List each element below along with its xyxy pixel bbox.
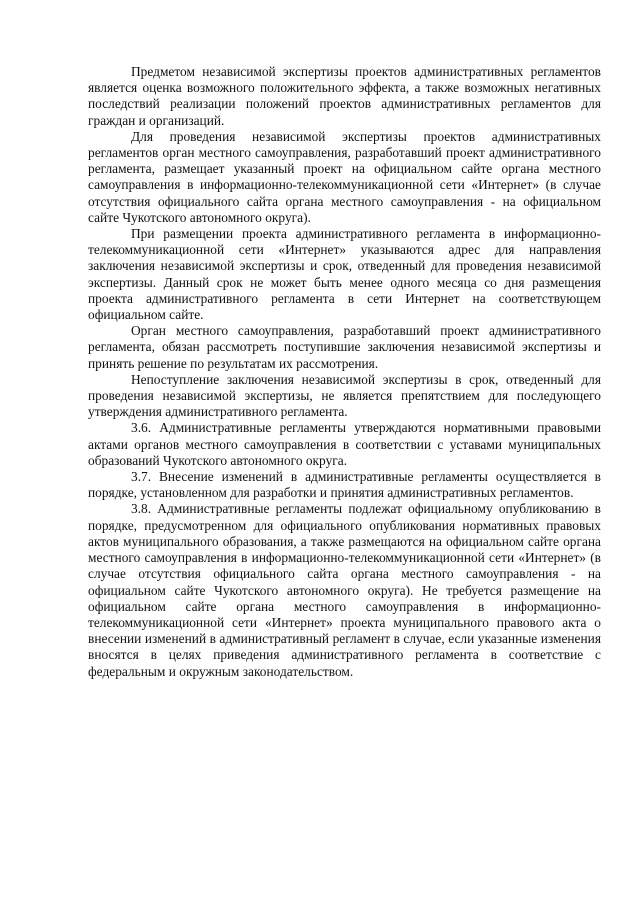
paragraph-3-8: 3.8. Административные регламенты подлежат официальному опубликованию в порядке, предусмотренном для официального опубликования нормативных правовых актов муниципального образования, а также размещаются на официальном сайте органа местного самоуправления в информационно-телекоммуникационной сети «Интернет» (в случае отсутствия официального сайта органа местного самоуправления - на официальном сайте Чукотского автономного округа). Не требуется размещение на официальном сайте органа местного самоуправления в информационно-телекоммуникационной сети «Интернет» проекта муниципального правового акта о внесении изменений в административный регламент в случае, если указанные изменения вносятся в целях приведения административного регламента в соответствие с федеральным и окружным законодательством. (88, 501, 601, 679)
paragraph-3-7: 3.7. Внесение изменений в административные регламенты осуществляется в порядке, установленном для разработки и принятия административных регламентов. (88, 469, 601, 501)
paragraph-expertise-subject: Предметом независимой экспертизы проектов административных регламентов является оценка возможного положительного эффекта, а также возможных негативных последствий реализации положений проектов административных регламентов для граждан и организаций. (88, 64, 601, 128)
paragraph-review-obligation: Орган местного самоуправления, разработавший проект административного регламента, обязан рассмотреть поступившие заключения независимой экспертизы и принять решение по результатам их рассмотрения. (88, 323, 601, 371)
paragraph-non-receipt: Непоступление заключения независимой экспертизы в срок, отведенный для проведения независимой экспертизы, не является препятствием для последующего утверждения административного регламента. (88, 371, 601, 420)
paragraph-expertise-address-term: При размещении проекта административного регламента в информационно-телекоммуникационной сети «Интернет» указываются адрес для направления заключения независимой экспертизы и срок, отведенный для проведения независимой экспертизы. Данный срок не может быть менее одного месяца со дня размещения проекта административного регламента в сети Интернет на соответствующем официальном сайте. (88, 226, 601, 323)
paragraph-3-6: 3.6. Административные регламенты утверждаются нормативными правовыми актами органов местного самоуправления в соответствии с уставами муниципальных образований Чукотского автономного округа. (88, 420, 601, 468)
document-page (88, 64, 601, 680)
paragraph-expertise-placement: Для проведения независимой экспертизы проектов административных регламентов орган местного самоуправления, разработавший проект административного регламента, размещает указанный проект на официальном сайте органа местного самоуправления в информационно-телекоммуникационной сети «Интернет» (в случае отсутствия официального сайта органа местного самоуправления - на официальном сайте Чукотского автономного округа). (88, 128, 601, 225)
